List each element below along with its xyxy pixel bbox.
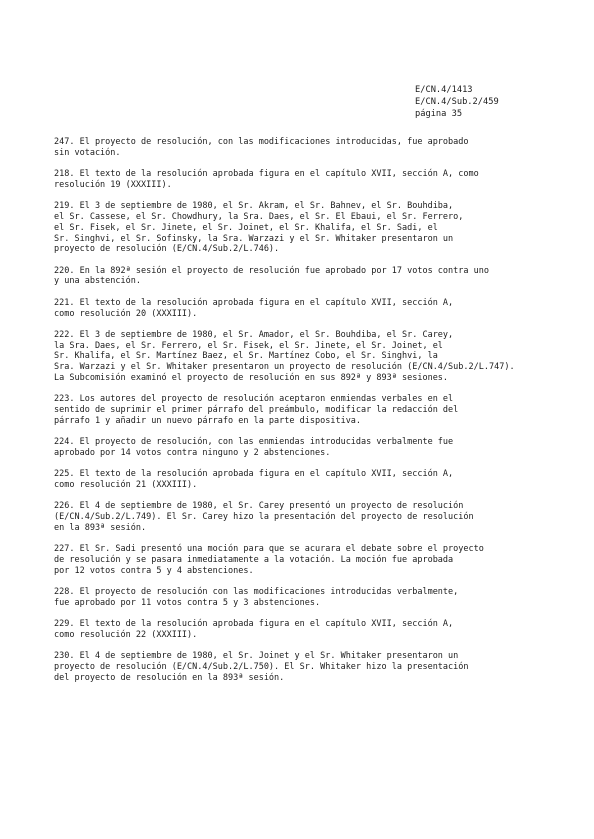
paragraph-line: como resolución 22 (XXXIII). [54, 630, 198, 641]
paragraph [54, 544, 554, 576]
paragraph [54, 469, 554, 491]
paragraph-line: 228. El proyecto de resolución con las modificaciones introducidas verbalmente, [54, 587, 459, 598]
paragraph-line: como resolución 21 (XXXIII). [54, 480, 198, 491]
paragraph-line: como resolución 20 (XXXIII). [54, 308, 198, 319]
paragraph-line: 221. El texto de la resolución aprobada figura en el capítulo XVII, sección A, [54, 297, 454, 308]
paragraph [54, 201, 554, 255]
paragraph-line: Sr. Khalifa, el Sr. Martínez Baez, el Sr. Martínez Cobo, el Sr. Singhvi, la [54, 351, 438, 362]
paragraph [54, 169, 554, 191]
paragraph-line: Sr. Singhvi, el Sr. Sofinsky, la Sra. Warzazi y el Sr. Whitaker presentaron un [54, 233, 454, 244]
paragraph-line: aprobado por 14 votos contra ninguno y 2 abstenciones. [54, 448, 331, 459]
paragraph-line: de resolución y se pasara inmediatamente a la votación. La moción fue aprobada [54, 555, 454, 566]
paragraph-line: Sra. Warzazi y el Sr. Whitaker presentaron un proyecto de resolución (E/CN.4/Sub.2/L.747). [54, 362, 515, 373]
paragraph-line: sentido de suprimir el primer párrafo del preámbulo, modificar la redacción del [54, 405, 459, 416]
paragraph-line: 219. El 3 de septiembre de 1980, el Sr. Akram, el Sr. Bahnev, el Sr. Bouhdiba, [54, 201, 454, 212]
paragraph [54, 619, 554, 641]
paragraph-line: del proyecto de resolución en la 893ª sesión. [54, 672, 285, 683]
paragraph-line: por 12 votos contra 5 y 4 abstenciones. [54, 565, 254, 576]
paragraph-line: proyecto de resolución (E/CN.4/Sub.2/L.750). El Sr. Whitaker hizo la presentación [54, 662, 469, 673]
paragraph [54, 330, 554, 384]
paragraph-line: fue aprobado por 11 votos contra 5 y 3 abstenciones. [54, 598, 321, 608]
paragraph-line: 227. El Sr. Sadi presentó una moción para que se acurara el debate sobre el proyecto [54, 544, 484, 555]
paragraph [54, 394, 554, 426]
paragraph [54, 651, 554, 683]
paragraph-line: 222. El 3 de septiembre de 1980, el Sr. Amador, el Sr. Bouhdiba, el Sr. Carey, [54, 329, 454, 340]
paragraph [54, 298, 554, 320]
paragraph-line: párrafo 1 y añadir un nuevo párrafo en la parte dispositiva. [54, 415, 362, 426]
paragraph-line: sin votación. [54, 147, 121, 158]
paragraph-line: proyecto de resolución (E/CN.4/Sub.2/L.746). [54, 244, 280, 255]
paragraph-line: 224. El proyecto de resolución, con las enmiendas introducidas verbalmente fue [54, 437, 454, 448]
paragraph [54, 587, 554, 609]
paragraph-line: 247. El proyecto de resolución, con las modificaciones introducidas, fue aprobado [54, 137, 469, 147]
paragraph-line: 225. El texto de la resolución aprobada figura en el capítulo XVII, sección A, [54, 469, 454, 480]
paragraph [54, 437, 554, 459]
paragraph-line: 229. El texto de la resolución aprobada figura en el capítulo XVII, sección A, [54, 619, 454, 630]
document-symbol-commission: E/CN.4/1413 [415, 85, 473, 95]
paragraph-line: 230. El 4 de septiembre de 1980, el Sr. Joinet y el Sr. Whitaker presentaron un [54, 651, 459, 662]
paragraph [54, 501, 554, 533]
document-symbol-subcommission: E/CN.4/Sub.2/459 [415, 97, 499, 107]
paragraph-line: 218. El texto de la resolución aprobada figura en el capítulo XVII, sección A, como [54, 169, 479, 180]
paragraph-line: 226. El 4 de septiembre de 1980, el Sr. Carey presentó un proyecto de resolución [54, 501, 464, 512]
paragraph [54, 266, 554, 288]
paragraph-line: (E/CN.4/Sub.2/L.749). El Sr. Carey hizo la presentación del proyecto de resolución [54, 512, 474, 523]
document-symbol-block [415, 84, 499, 120]
paragraph-line: en la 893ª sesión. [54, 523, 147, 534]
page-number: página 35 [415, 109, 463, 119]
paragraph-line: la Sra. Daes, el Sr. Ferrero, el Sr. Fisek, el Sr. Jinete, el Sr. Joinet, el [54, 340, 443, 351]
paragraph-line: 223. Los autores del proyecto de resolución aceptaron enmiendas verbales en el [54, 394, 454, 405]
document-body [54, 137, 554, 694]
paragraph-line: La Subcomisión examinó el proyecto de resolución en sus 892ª y 893ª sesiones. [54, 373, 449, 384]
paragraph-line: resolución 19 (XXXIII). [54, 179, 172, 190]
paragraph [54, 137, 554, 159]
paragraph-line: el Sr. Cassese, el Sr. Chowdhury, la Sra. Daes, el Sr. El Ebaui, el Sr. Ferrero, [54, 211, 464, 222]
paragraph-line: el Sr. Fisek, el Sr. Jinete, el Sr. Joinet, el Sr. Khalifa, el Sr. Sadi, el [54, 222, 438, 233]
paragraph-line: y una abstención. [54, 276, 141, 287]
paragraph-line: 220. En la 892ª sesión el proyecto de resolución fue aprobado por 17 votos contra uno [54, 265, 489, 276]
